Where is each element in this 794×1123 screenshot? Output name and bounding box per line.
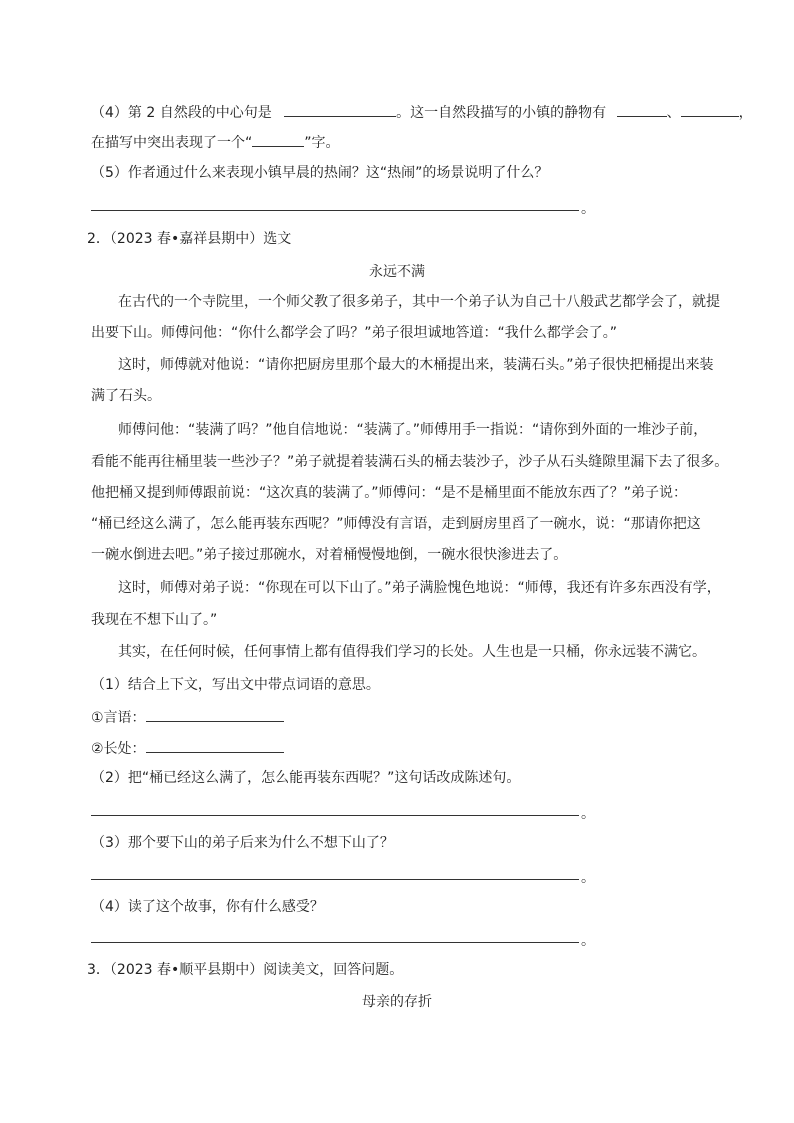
paragraph-1-line-2: 出要下山。师傅问他：“你什么都学会了吗？”弟子很坦诚地答道：“我什么都学会了。” — [91, 325, 618, 341]
q4-text-a: （4）第 2 自然段的中心句是 — [91, 105, 272, 121]
question-1-item-a — [91, 707, 284, 728]
question-2: （2）把“桶已经这么满了，怎么能再装东西呢？”这句话改成陈述句。 — [91, 770, 521, 786]
answer-line[interactable] — [91, 942, 579, 943]
paragraph-4-line-2: 我现在不想下山了。” — [91, 612, 218, 628]
item-a-label: ①言语： — [91, 710, 146, 726]
period: 。 — [581, 201, 595, 217]
paragraph-2-line-1: 这时，师傅就对他说：“请你把厨房里那个最大的木桶提出来，装满石头。”弟子很快把桶提出来装 — [118, 357, 714, 373]
paragraph-3-line-3: 他把桶又提到师傅跟前说：“这次真的装满了。”师傅问：“是不是桶里面不能放东西了？”弟子说： — [91, 485, 688, 501]
paragraph-3-line-1: 师傅问他：“装满了吗？”他自信地说：“装满了。”师傅用手一指说：“请你到外面的一堆沙子前， — [118, 422, 708, 438]
period: 。 — [581, 870, 595, 886]
paragraph-3-line-4: “桶已经这么满了，怎么能再装东西呢？”师傅没有言语，走到厨房里舀了一碗水，说：“那请你把这 — [91, 516, 701, 532]
question-5: （5）作者通过什么来表现小镇早晨的热闹？这“热闹”的场景说明了什么？ — [91, 165, 549, 181]
paragraph-3-line-5: 一碗水倒进去吧。”弟子接过那碗水，对着桶慢慢地倒，一碗水很快渗进去了。 — [91, 547, 568, 563]
paragraph-5-line-1: 其实，在任何时候，任何事情上都有值得我们学习的长处。人生也是一只桶，你永远装不满它。 — [118, 644, 706, 660]
q4-text-b: 。这一自然段描写的小镇的静物有 — [396, 105, 607, 121]
question-3: （3）那个要下山的弟子后来为什么不想下山了？ — [91, 835, 394, 851]
question-4: （4）读了这个故事，你有什么感受？ — [91, 899, 324, 915]
q4-text-e: 在描写中突出表现了一个“ — [91, 135, 253, 151]
answer-blank[interactable] — [617, 102, 667, 117]
answer-blank[interactable] — [284, 102, 396, 117]
section-3-header: 3．（2023 春•顺平县期中）阅读美文，回答问题。 — [87, 962, 404, 978]
section-2-header: 2．（2023 春•嘉祥县期中）选文 — [87, 231, 292, 247]
answer-line[interactable] — [91, 210, 579, 211]
period: 。 — [581, 806, 595, 822]
question-1-item-b — [91, 738, 284, 759]
answer-line[interactable] — [91, 815, 579, 816]
paragraph-2-line-2: 满了石头。 — [91, 388, 161, 404]
passage-title: 永远不满 — [369, 264, 425, 280]
paragraph-1-line-1: 在古代的一个寺院里，一个师父教了很多弟子，其中一个弟子认为自己十八般武艺都学会了，就提 — [118, 294, 720, 310]
answer-blank[interactable] — [146, 707, 284, 722]
answer-blank[interactable] — [681, 102, 739, 117]
question-4-line-1 — [91, 102, 753, 123]
passage-title: 母亲的存折 — [362, 994, 432, 1010]
question-1: （1）结合上下文，写出文中带点词语的意思。 — [91, 677, 380, 693]
answer-blank[interactable] — [252, 132, 304, 147]
answer-line[interactable] — [91, 879, 579, 880]
item-b-label: ②长处： — [91, 741, 146, 757]
q4-text-c: 、 — [666, 105, 681, 121]
period: 。 — [581, 933, 595, 949]
paragraph-4-line-1: 这时，师傅对弟子说：“你现在可以下山了。”弟子满脸愧色地说：“师傅，我还有许多东西没有学， — [118, 580, 721, 596]
question-4-line-2 — [91, 132, 340, 153]
answer-blank[interactable] — [146, 738, 284, 753]
q4-text-f: ”字。 — [304, 135, 340, 151]
q4-text-d: ， — [738, 105, 753, 121]
paragraph-3-line-2: 看能不能再往桶里装一些沙子？”弟子就提着装满石头的桶去装沙子，沙子从石头缝隙里漏下去了很多。 — [91, 454, 729, 470]
